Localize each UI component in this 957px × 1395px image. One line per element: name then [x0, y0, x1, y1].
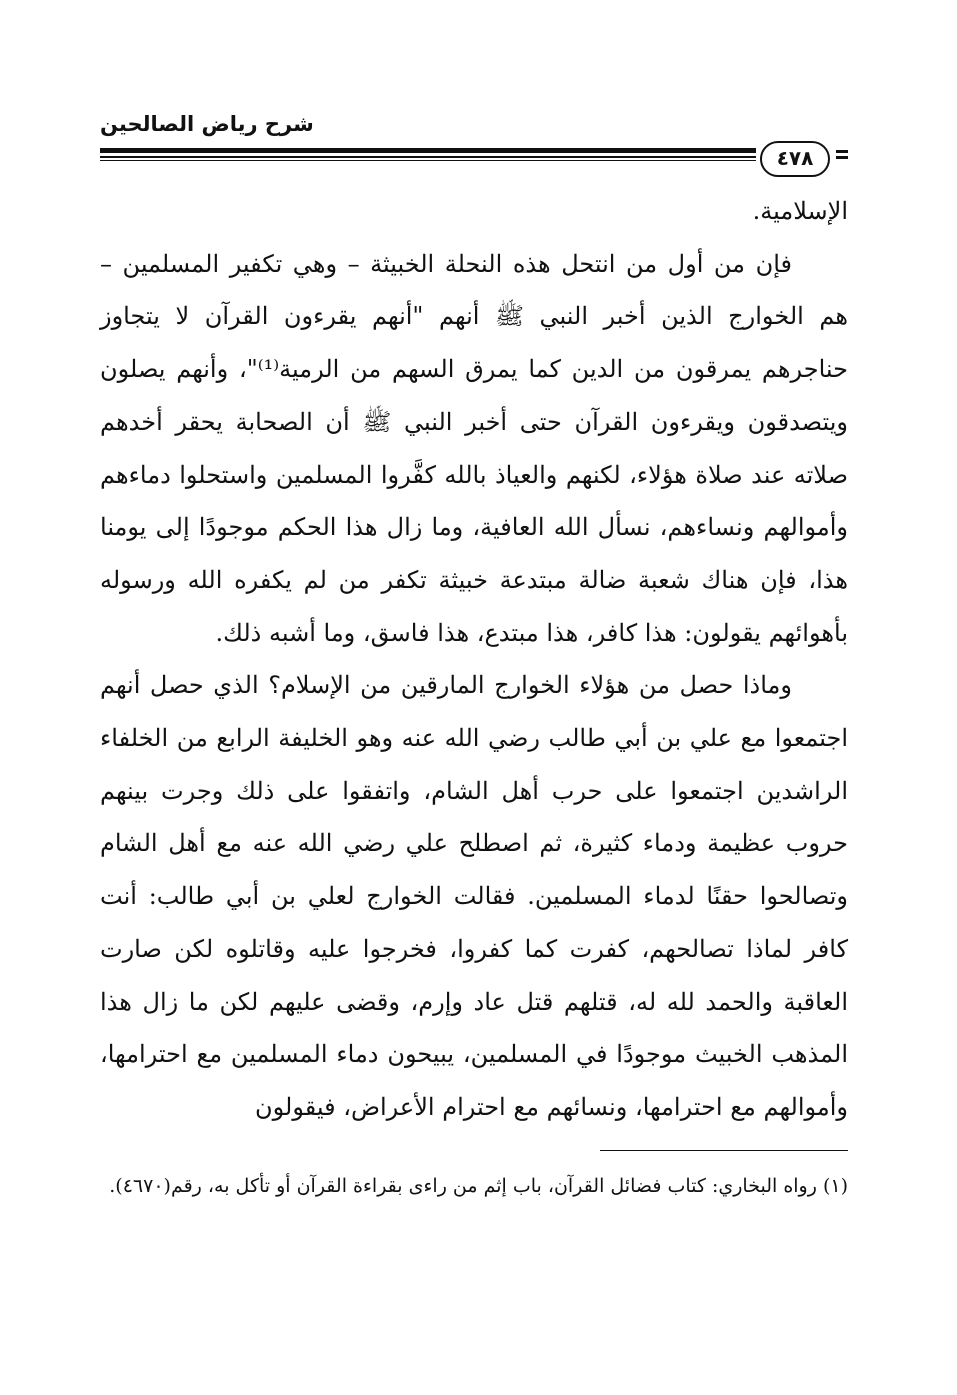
- footnote-separator: [600, 1150, 848, 1151]
- footnote: (١) رواه البخاري: كتاب فضائل القرآن، باب إثم من راءى بقراءة القرآن أو تأكل به، رقم(٤٦٧٠).: [109, 1175, 848, 1197]
- paragraph: فإن من أول من انتحل هذه النحلة الخبيثة – وهي تكفير المسلمين – هم الخوارج الذين أخبر النبي ﷺ أنهم "أنهم يقرءون القرآن لا يتجاوز حناجرهم يمرقون من الدين كما يمرق السهم من الرمية⁽¹⁾"، وأنهم يصلون ويتصدقون ويقرءون القرآن حتى أخبر النبي ﷺ أن الصحابة يحقر أخدهم صلاته عند صلاة هؤلاء، لكنهم والعياذ بالله كفَّروا المسلمين واستحلوا دماءهم وأموالهم ونساءهم، نسأل الله العافية، وما زال هذا الحكم موجودًا إلى يومنا هذا، فإن هناك شعبة ضالة مبتدعة خبيثة تكفر من لم يكفره الله ورسوله بأهوائهم يقولون: هذا كافر، هذا مبتدع، هذا فاسق، وما أشبه ذلك.: [100, 249, 848, 647]
- footnotes: [100, 1164, 848, 1208]
- header-ornament: [836, 150, 848, 162]
- page-number: ٤٧٨: [760, 141, 830, 177]
- paragraph: الإسلامية.: [752, 197, 848, 225]
- body-text: [100, 185, 848, 1134]
- paragraph: وماذا حصل من هؤلاء الخوارج المارقين من الإسلام؟ الذي حصل أنهم اجتمعوا مع علي بن أبي طالب رضي الله عنه وهو الخليفة الرابع من الخلفاء الراشدين اجتمعوا على حرب أهل الشام، واتفقوا على ذلك وجرت بينهم حروب عظيمة ودماء كثيرة، ثم اصطلح علي رضي الله عنه مع أهل الشام وتصالحوا حقنًا لدماء المسلمين. فقالت الخوارج لعلي بن أبي طالب: أنت كافر لماذا تصالحهم، كفرت كما كفروا، فخرجوا عليه وقاتلوه لكن صارت العاقبة والحمد لله له، قتلهم قتل عاد وإرم، وقضى عليهم لكن ما زال هذا المذهب الخبيث موجودًا في المسلمين، يبيحون دماء المسلمين مع احترامها، وأموالهم مع احترامها، ونسائهم مع احترام الأعراض، فيقولون: [100, 671, 849, 1121]
- book-title: شرح رياض الصالحين: [100, 112, 314, 136]
- header-rule: [100, 148, 756, 161]
